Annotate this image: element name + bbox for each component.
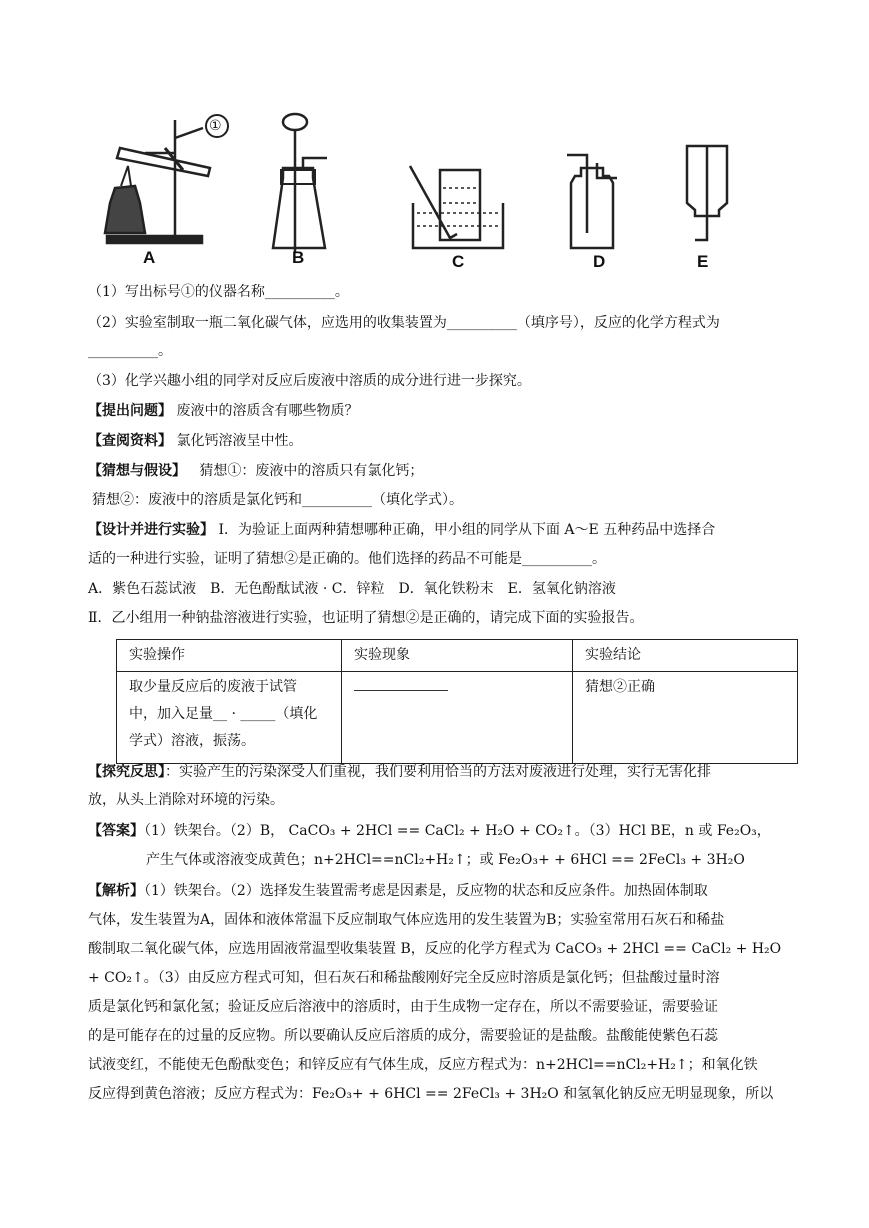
apparatus-c-trough	[410, 166, 503, 248]
answer-text-1: （1）铁架台。（2）B， CaCO₃ + 2HCl == CaCl₂ + H₂O + CO₂↑。（3）HCl BE，n 或 Fe₂O₃，	[144, 823, 771, 839]
table-header-operation: 实验操作	[117, 640, 342, 672]
analysis-line-8: 反应得到黄色溶液；反应方程式为：Fe₂O₃+ + 6HCl == 2FeCl₃ + 3H₂O 和氢氧化钠反应无明显现象，所以	[88, 1086, 774, 1102]
reference-info	[88, 431, 788, 451]
apparatus-e-bottle	[687, 146, 727, 240]
reflection-line-2: 放，从头上消除对环境的污染。	[88, 792, 284, 808]
hypothesis-1-line	[88, 461, 788, 481]
reference-info-text: 氯化钙溶液呈中性。	[176, 433, 303, 449]
table-cell-operation	[117, 672, 342, 764]
table-header-row	[117, 640, 798, 672]
table-cell-phenomenon	[342, 672, 573, 764]
table-header-phenomenon: 实验现象	[342, 640, 573, 672]
analysis-line-3: 酸制取二氧化碳气体，应选用固液常温型收集装置 B，反应的化学方程式为 CaCO₃ + 2HCl == CaCl₂ + H₂O	[88, 941, 782, 957]
part-2-intro: Ⅱ．乙小组用一种钠盐溶液进行实验，也证明了猜想②是正确的，请完成下面的实验报告。	[88, 610, 644, 626]
raise-question-head: 【提出问题】	[88, 403, 172, 419]
table-header-conclusion: 实验结论	[573, 640, 798, 672]
answer-line-1	[88, 821, 788, 841]
figure-label-e: E	[697, 252, 709, 271]
apparatus-d-bottle	[567, 155, 617, 248]
operation-line-3: 学式）溶液，振荡。	[129, 733, 255, 749]
hypothesis-head: 【猜想与假设】	[88, 463, 186, 479]
reflection-text-1: ：实验产生的污染深受人们重视，我们要利用恰当的方法对废液进行处理，实行无害化排	[165, 764, 711, 780]
operation-line-2: 中，加入足量__ · _____（填化	[129, 706, 318, 722]
experiment-report-table	[116, 639, 798, 764]
figure-label-a: A	[143, 248, 156, 267]
analysis-text-1: （1）铁架台。（2）选择发生装置需考虑是因素是，反应物的状态和反应条件。加热固体制取	[144, 883, 708, 899]
table-row	[117, 672, 798, 764]
analysis-line-5: 质是氯化钙和氯化氢；验证反应后溶液中的溶质时，由于生成物一定存在，所以不需要验证，需要验证	[88, 999, 718, 1015]
apparatus-figure	[95, 108, 775, 273]
operation-line-1: 取少量反应后的废液于试管	[129, 679, 297, 695]
apparatus-a-iron-stand	[105, 115, 228, 243]
reagent-options: A．紫色石蕊试液 B．无色酚酞试液 · C．锌粒 D．氧化铁粉末 E．氢氧化钠溶液	[88, 581, 616, 597]
question-2-line-2: __________。	[88, 343, 172, 359]
analysis-line-4: + CO₂↑。（3）由反应方程式可知，但石灰石和稀盐酸刚好完全反应时溶质是氯化钙；但盐酸过量时溶	[88, 970, 720, 986]
answer-line-2: 产生气体或溶液变成黄色；n+2HCl==nCl₂+H₂↑；或 Fe₂O₃+ + 6HCl == 2FeCl₃ + 3H₂O	[146, 852, 745, 868]
reflection-line-1	[88, 762, 788, 782]
figure-label-d: D	[593, 252, 606, 271]
figure-label-c: C	[452, 252, 465, 271]
raise-question-text: 废液中的溶质含有哪些物质？	[176, 403, 359, 419]
analysis-line-2: 气体，发生装置为A，固体和液体常温下反应制取气体应选用的发生装置为B；实验室常用石灰石和稀盐	[88, 912, 725, 928]
hypothesis-1: 猜想①：废液中的溶质只有氯化钙；	[199, 463, 424, 479]
design-line-1	[88, 520, 788, 540]
answer-head: 【答案】	[88, 823, 144, 839]
design-text-1: Ⅰ．为验证上面两种猜想哪种正确，甲小组的同学从下面 A～E 五种药品中选择合	[218, 522, 716, 538]
design-line-2: 适的一种进行实验，证明了猜想②是正确的。他们选择的药品不可能是__________。	[88, 551, 606, 567]
hypothesis-2: 猜想②：废液中的溶质是氯化钙和__________（填化学式）。	[92, 492, 463, 508]
question-1: （1）写出标号①的仪器名称__________。	[88, 284, 349, 300]
apparatus-b-flask	[273, 114, 327, 253]
design-head: 【设计并进行实验】	[88, 522, 214, 538]
figure-marker: ①	[209, 117, 222, 133]
analysis-head: 【解析】	[88, 883, 144, 899]
question-3: （3）化学兴趣小组的同学对反应后废液中溶质的成分进行进一步探究。	[88, 373, 531, 389]
analysis-line-1	[88, 881, 788, 901]
table-cell-conclusion: 猜想②正确	[573, 672, 798, 764]
raise-question	[88, 401, 788, 421]
analysis-line-7: 试液变红，不能使无色酚酞变色；和锌反应有气体生成，反应方程式为：n+2HCl==nCl₂+H₂↑；和氧化铁	[88, 1057, 758, 1073]
analysis-line-6: 的是可能存在的过量的反应物。所以要确认反应后溶质的成分，需要验证的是盐酸。盐酸能使紫色石蕊	[88, 1028, 718, 1044]
reference-info-head: 【查阅资料】	[88, 433, 172, 449]
reflection-head: 【探究反思】	[88, 764, 165, 780]
question-2-line-1: （2）实验室制取一瓶二氧化碳气体，应选用的收集装置为__________（填序号），反应的化学方程式为	[88, 315, 720, 331]
figure-label-b: B	[292, 248, 305, 267]
phenomenon-blank	[354, 676, 448, 691]
